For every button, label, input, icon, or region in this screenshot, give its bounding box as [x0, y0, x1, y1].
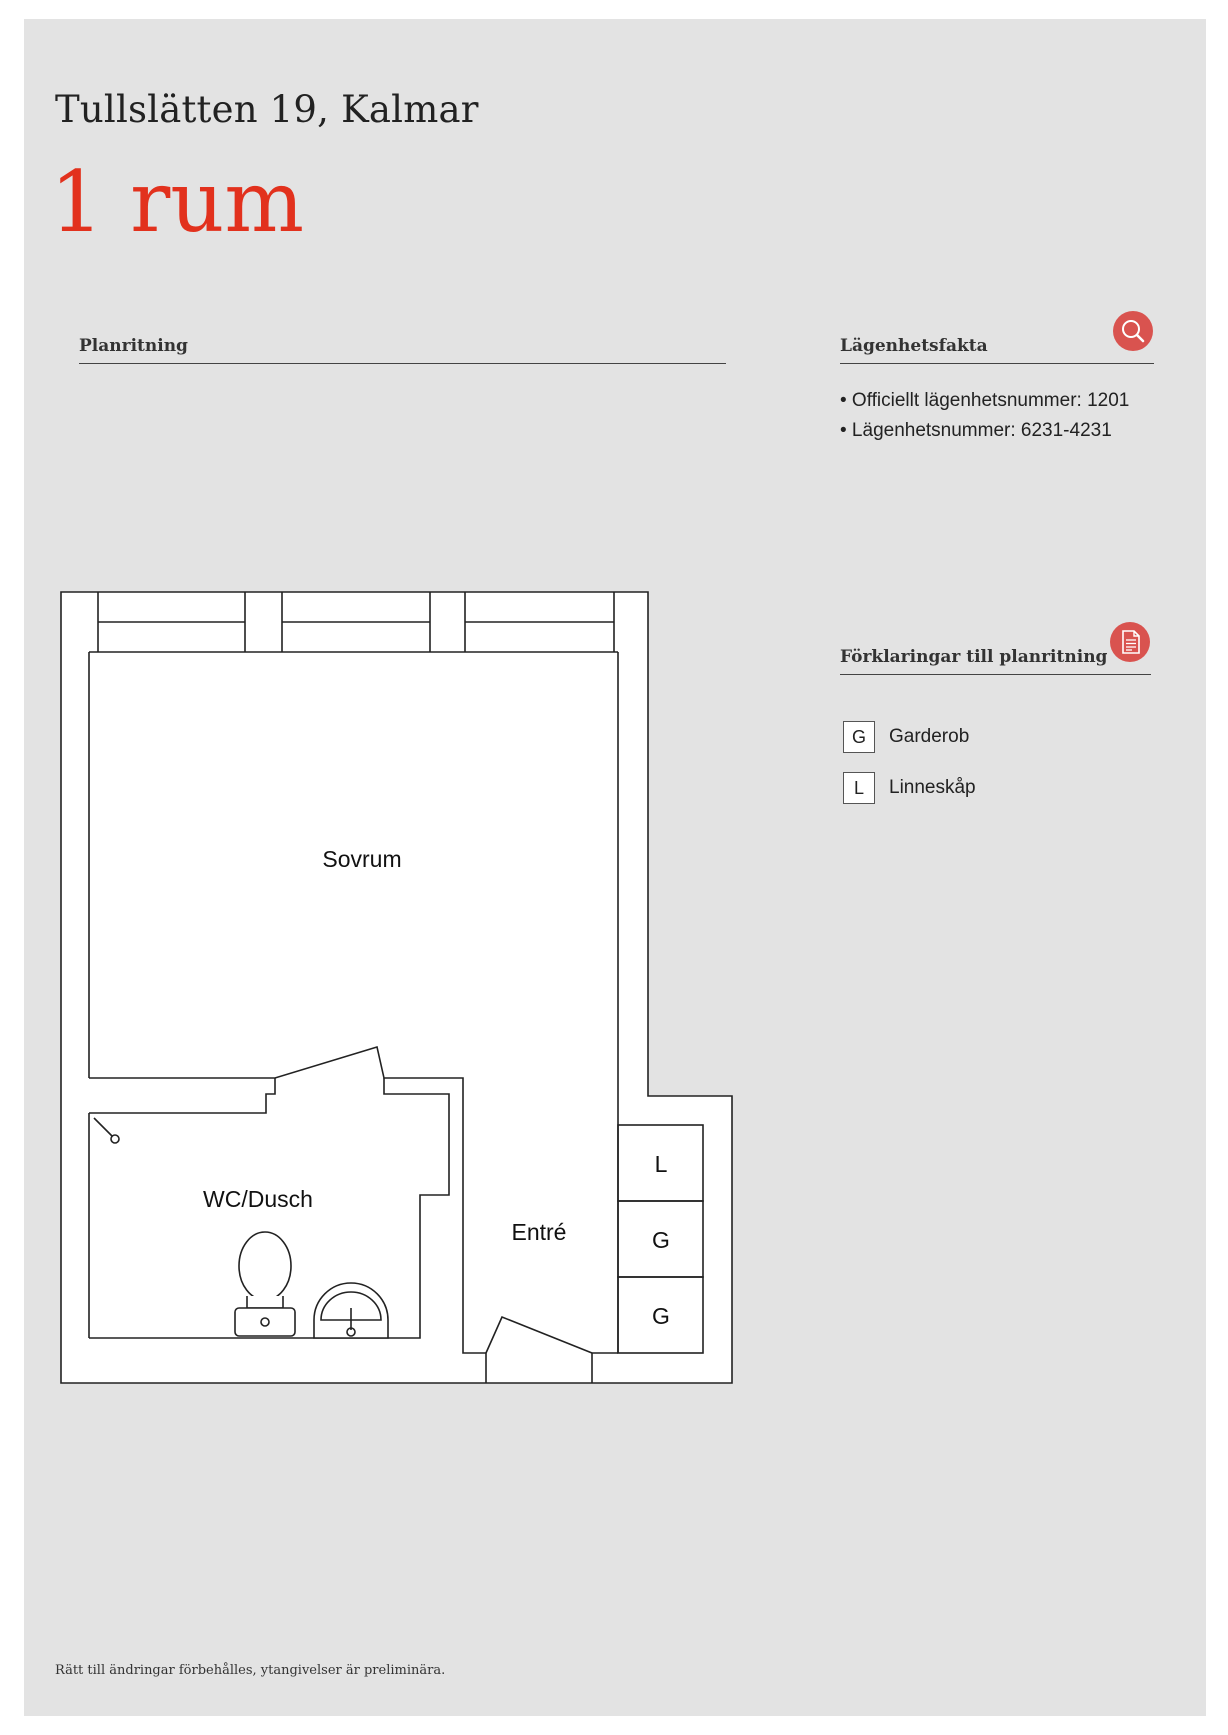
storage-label: G	[652, 1303, 670, 1329]
facts-section-title: Lägenhetsfakta	[840, 336, 988, 356]
legend-label: Linneskåp	[889, 777, 976, 798]
fact-item: • Officiellt lägenhetsnummer: 1201	[840, 390, 1130, 411]
legend-label: Garderob	[889, 726, 970, 747]
legend-key: G	[843, 721, 875, 753]
disclaimer-text: Rätt till ändringar förbehålles, ytangivelser är preliminära.	[55, 1663, 446, 1678]
room-label-bathroom: WC/Dusch	[203, 1186, 313, 1212]
property-address: Tullslätten 19, Kalmar	[55, 88, 479, 131]
room-label-bedroom: Sovrum	[322, 846, 402, 872]
room-label-entrance: Entré	[511, 1219, 567, 1245]
legend-section-title: Förklaringar till planritning	[840, 647, 1108, 667]
fact-item: • Lägenhetsnummer: 6231-4231	[840, 420, 1112, 441]
room-count-title: 1 rum	[50, 153, 305, 251]
storage-label: L	[654, 1151, 668, 1177]
legend-key: L	[843, 772, 875, 804]
storage-label: G	[652, 1227, 670, 1253]
plan-section-title: Planritning	[79, 336, 188, 356]
